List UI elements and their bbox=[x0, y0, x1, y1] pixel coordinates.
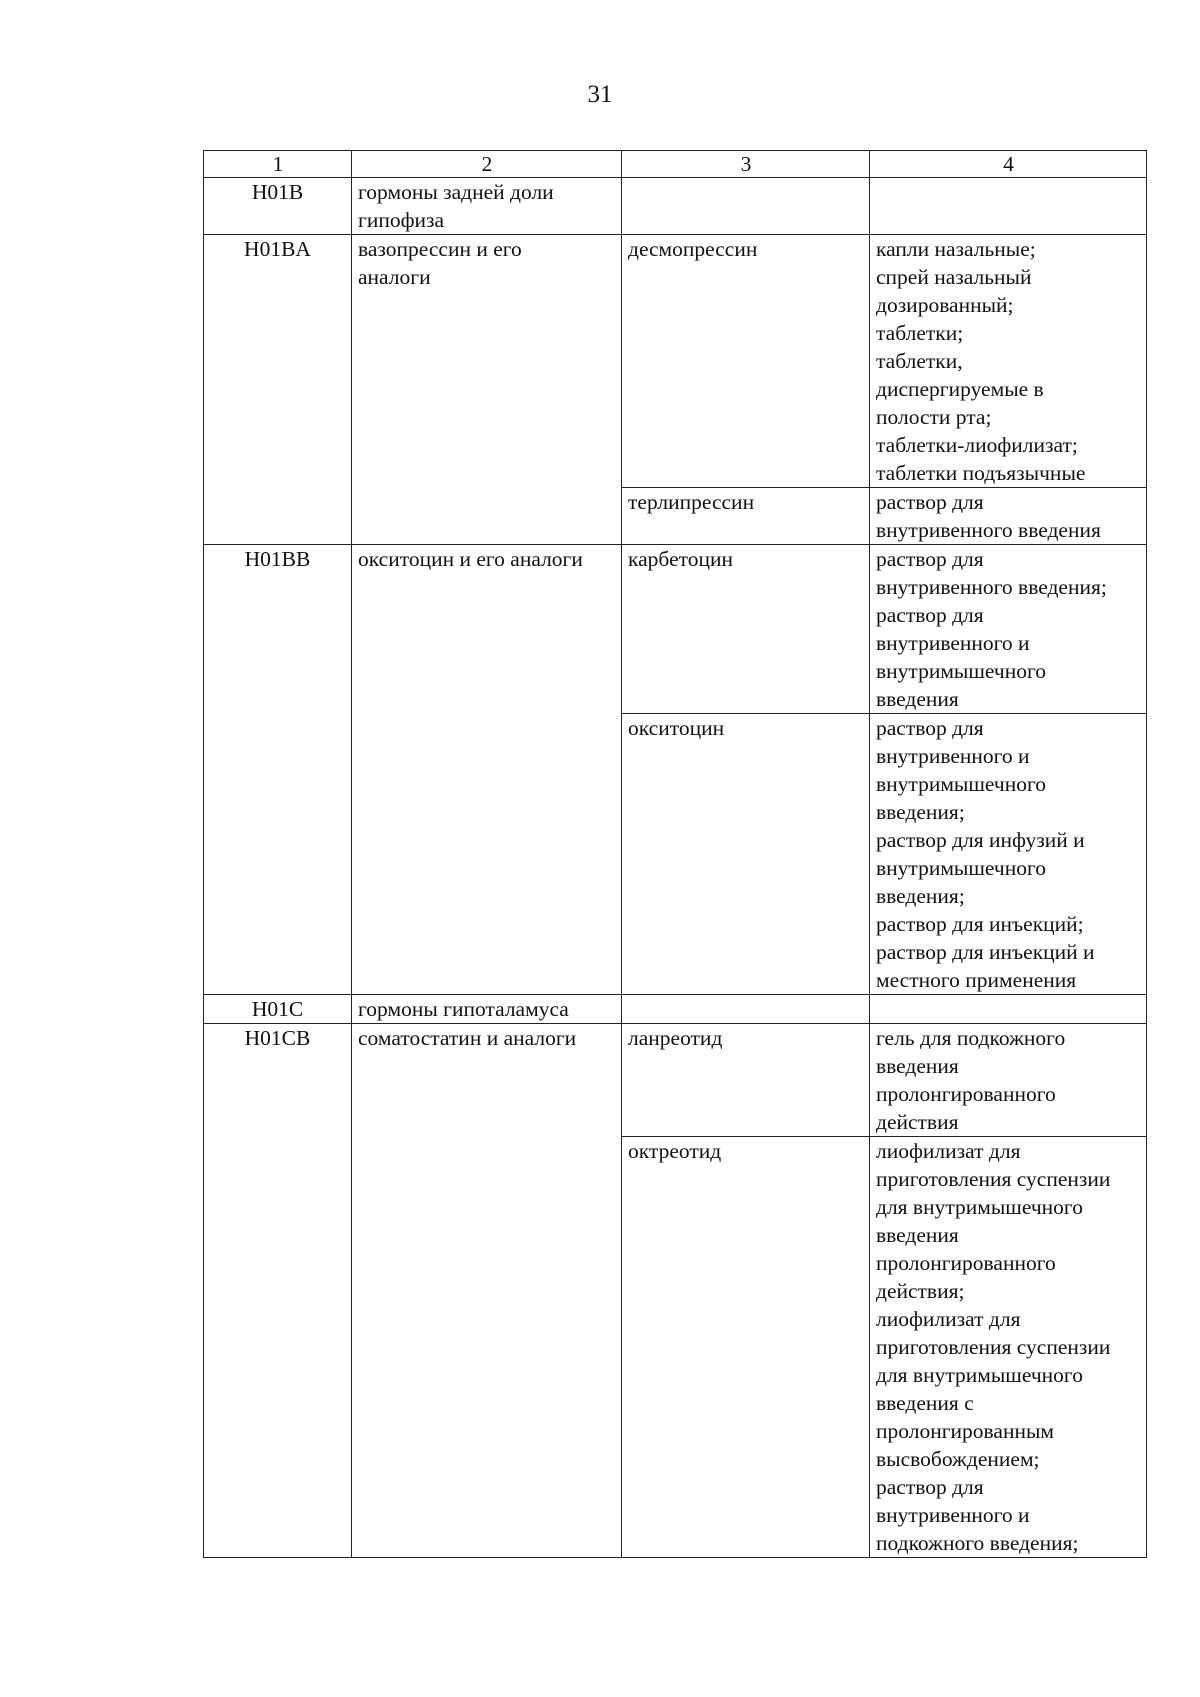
dosage-form-line: введения bbox=[876, 1054, 959, 1078]
atc-code-cell bbox=[204, 545, 352, 995]
atc-code-cell bbox=[204, 178, 352, 235]
dosage-form-line: раствор для bbox=[876, 603, 984, 627]
dosage-form-line: внутримышечного bbox=[876, 856, 1047, 880]
group-name-cell bbox=[352, 235, 622, 545]
dosage-form-line: высвобождением; bbox=[876, 1447, 1040, 1471]
drug-name: октреотид bbox=[628, 1139, 722, 1163]
column-header-4: 4 bbox=[870, 151, 1147, 178]
dosage-form-line: введения bbox=[876, 1223, 959, 1247]
dosage-form-line: введения bbox=[876, 687, 959, 711]
group-name-line: гипофиза bbox=[358, 208, 445, 232]
atc-code: H01B bbox=[251, 180, 304, 204]
group-name-line: гормоны задней доли bbox=[358, 180, 554, 204]
dosage-form-line: таблетки, bbox=[876, 349, 963, 373]
dosage-form-line: внутривенного и bbox=[876, 1503, 1030, 1527]
group-name-line: аналоги bbox=[358, 265, 431, 289]
drug-name-cell bbox=[622, 488, 870, 545]
dosage-form-line: раствор для инъекций; bbox=[876, 912, 1084, 936]
dosage-form-line: действия bbox=[876, 1110, 959, 1134]
dosage-form-line: раствор для инъекций и bbox=[876, 940, 1095, 964]
dosage-form-line: раствор для bbox=[876, 490, 984, 514]
dosage-form-line: полости рта; bbox=[876, 405, 992, 429]
atc-code-cell bbox=[204, 995, 352, 1024]
dosage-form-line: внутривенного введения; bbox=[876, 575, 1107, 599]
dosage-form-cell bbox=[870, 235, 1147, 488]
dosage-form-line: диспергируемые в bbox=[876, 377, 1044, 401]
dosage-form-line: для внутримышечного bbox=[876, 1195, 1083, 1219]
group-name-line: соматостатин и аналоги bbox=[358, 1026, 577, 1050]
dosage-form-cell bbox=[870, 1137, 1147, 1558]
drug-name: терлипрессин bbox=[628, 490, 755, 514]
atc-code-cell bbox=[204, 235, 352, 545]
dosage-form-cell bbox=[870, 488, 1147, 545]
drug-name-cell bbox=[622, 545, 870, 714]
dosage-form-line: действия; bbox=[876, 1279, 965, 1303]
dosage-form-line: таблетки-лиофилизат; bbox=[876, 433, 1078, 457]
dosage-form-line: внутримышечного bbox=[876, 772, 1047, 796]
atc-code: H01BA bbox=[244, 237, 311, 261]
atc-code-cell bbox=[204, 1024, 352, 1558]
dosage-form-line: таблетки подъязычные bbox=[876, 461, 1086, 485]
dosage-form-cell bbox=[870, 178, 1147, 235]
dosage-form-line: раствор для bbox=[876, 716, 984, 740]
drug-name-cell bbox=[622, 1137, 870, 1558]
group-name-cell bbox=[352, 995, 622, 1024]
drug-name-cell bbox=[622, 1024, 870, 1137]
dosage-form-line: раствор для bbox=[876, 1475, 984, 1499]
dosage-form-cell bbox=[870, 995, 1147, 1024]
atc-code: H01C bbox=[251, 997, 304, 1021]
table-row-h01b bbox=[204, 178, 1147, 235]
dosage-form-line: внутривенного введения bbox=[876, 518, 1101, 542]
dosage-form-line: введения; bbox=[876, 884, 965, 908]
drug-name-cell bbox=[622, 235, 870, 488]
column-header-1: 1 bbox=[204, 151, 352, 178]
dosage-form-line: внутривенного и bbox=[876, 744, 1030, 768]
dosage-form-line: раствор для bbox=[876, 547, 984, 571]
drug-name: окситоцин bbox=[628, 716, 725, 740]
dosage-form-cell bbox=[870, 1024, 1147, 1137]
drug-name: карбетоцин bbox=[628, 547, 733, 571]
group-name-line: гормоны гипоталамуса bbox=[358, 997, 569, 1021]
dosage-form-line: подкожного введения; bbox=[876, 1531, 1079, 1555]
atc-code: H01BB bbox=[244, 547, 311, 571]
dosage-form-line: таблетки; bbox=[876, 321, 964, 345]
dosage-form-line: введения; bbox=[876, 800, 965, 824]
drug-name: десмопрессин bbox=[628, 237, 758, 261]
dosage-form-line: приготовления суспензии bbox=[876, 1167, 1111, 1191]
dosage-form-line: лиофилизат для bbox=[876, 1139, 1021, 1163]
column-header-3: 3 bbox=[622, 151, 870, 178]
dosage-form-line: спрей назальный bbox=[876, 265, 1032, 289]
dosage-form-line: для внутримышечного bbox=[876, 1363, 1083, 1387]
dosage-form-cell bbox=[870, 714, 1147, 995]
table-header-row bbox=[204, 151, 1147, 178]
group-name-line: вазопрессин и его bbox=[358, 237, 522, 261]
page-number: 31 bbox=[587, 81, 613, 108]
drug-name-cell bbox=[622, 178, 870, 235]
column-header-2: 2 bbox=[352, 151, 622, 178]
group-name-cell bbox=[352, 545, 622, 995]
dosage-form-line: внутримышечного bbox=[876, 659, 1047, 683]
table-row-h01bb bbox=[204, 545, 1147, 714]
medication-table bbox=[203, 150, 1147, 1558]
atc-code: H01CB bbox=[244, 1026, 311, 1050]
dosage-form-line: лиофилизат для bbox=[876, 1307, 1021, 1331]
drug-name-cell bbox=[622, 714, 870, 995]
dosage-form-line: раствор для инфузий и bbox=[876, 828, 1085, 852]
drug-name-cell bbox=[622, 995, 870, 1024]
dosage-form-line: пролонгированного bbox=[876, 1251, 1056, 1275]
dosage-form-cell bbox=[870, 545, 1147, 714]
dosage-form-line: введения с bbox=[876, 1391, 974, 1415]
dosage-form-line: пролонгированным bbox=[876, 1419, 1055, 1443]
group-name-cell bbox=[352, 1024, 622, 1558]
dosage-form-line: гель для подкожного bbox=[876, 1026, 1066, 1050]
dosage-form-line: дозированный; bbox=[876, 293, 1014, 317]
dosage-form-line: капли назальные; bbox=[876, 237, 1036, 261]
table-row-h01c bbox=[204, 995, 1147, 1024]
drug-name: ланреотид bbox=[628, 1026, 723, 1050]
group-name-line: окситоцин и его аналоги bbox=[358, 547, 583, 571]
dosage-form-line: пролонгированного bbox=[876, 1082, 1056, 1106]
table-row-h01cb bbox=[204, 1024, 1147, 1137]
group-name-cell bbox=[352, 178, 622, 235]
dosage-form-line: приготовления суспензии bbox=[876, 1335, 1111, 1359]
table-row-h01ba bbox=[204, 235, 1147, 488]
dosage-form-line: внутривенного и bbox=[876, 631, 1030, 655]
dosage-form-line: местного применения bbox=[876, 968, 1077, 992]
